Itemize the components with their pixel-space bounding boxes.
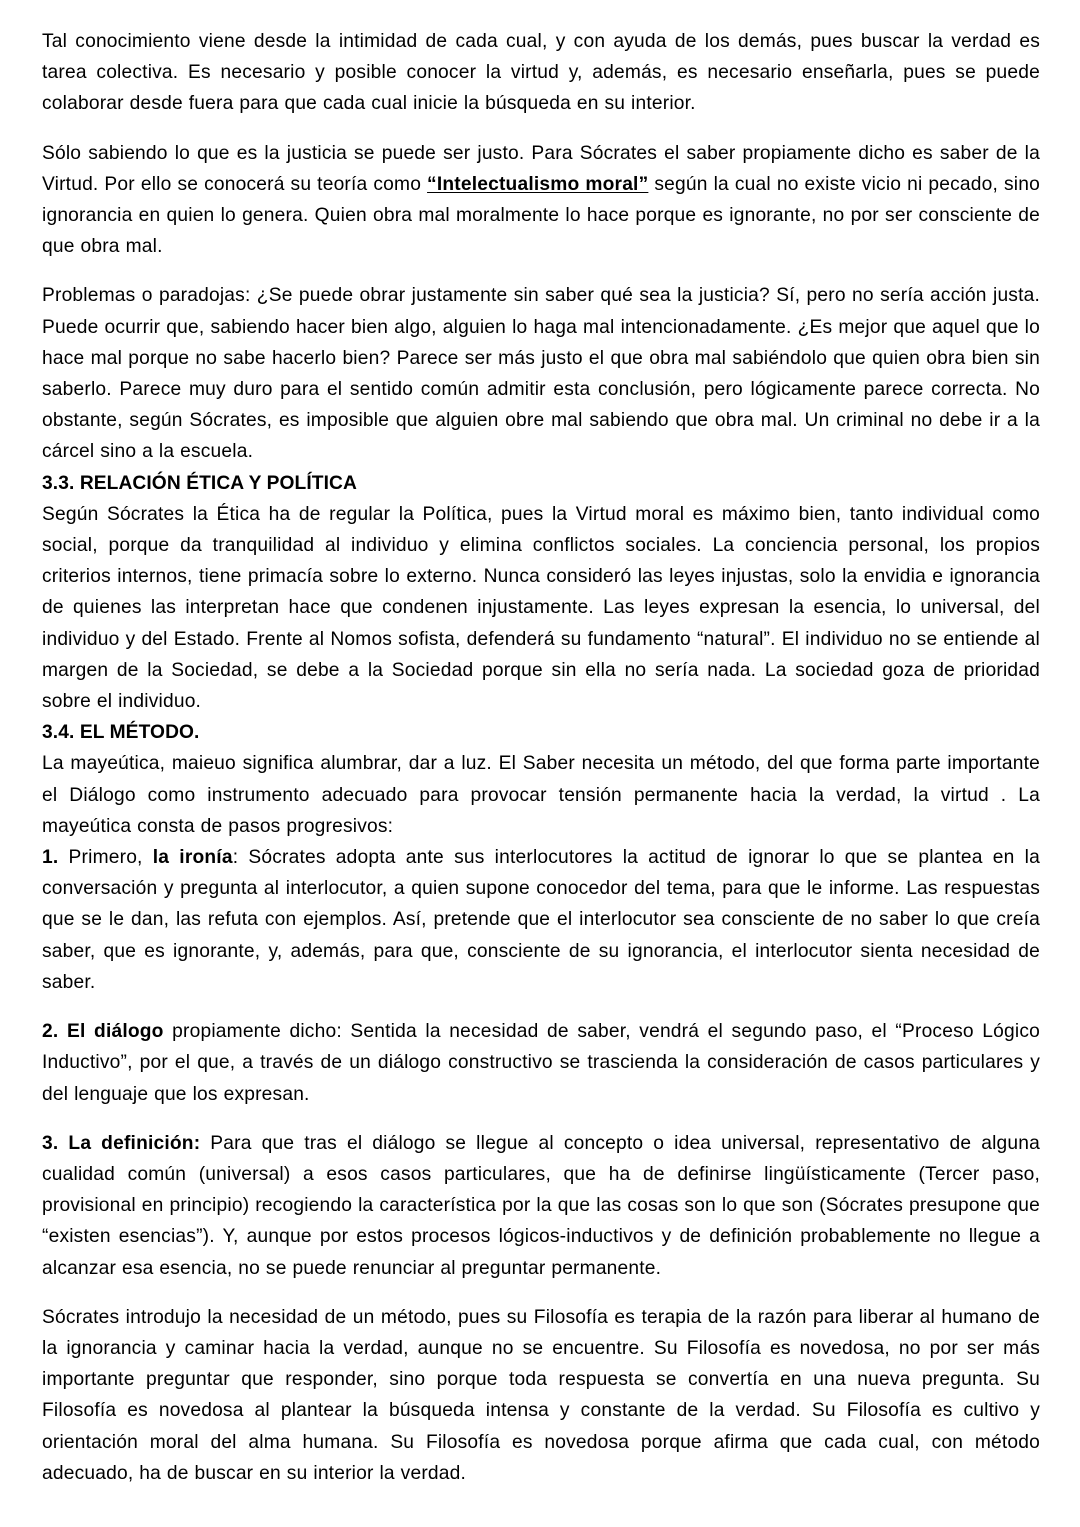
text-run-before xyxy=(58,1133,68,1154)
text-run-after: : Sócrates adopta ante sus interlocutores la actitud de ignorar lo que se plantea en la conversación y pregunta al interlocutor, a quien supone conocedor del tema, para que le informe. Las respuestas que se le dan, las refuta con ejemplos. Así, pretende que el interlocutor sea consciente de no saber lo que creía saber, que es ignorante, y, además, para que, consciente de su ignorancia, el interlocutor sienta necesidad de saber. xyxy=(42,847,1041,993)
text-run-before: Primero, xyxy=(58,847,153,869)
heading-3-3-relacion-etica-y-politica: 3.3. RELACIÓN ÉTICA Y POLÍTICA xyxy=(42,472,357,494)
paragraph-segun-socrates-etica: Según Sócrates la Ética ha de regular la Política, pues la Virtud moral es máximo bien, tanto individual como social, porque da tranquilidad al individuo y elimina conflictos sociales. La conciencia personal, los propios criterios internos, tiene primacía sobre lo externo. Nunca consideró las leyes injustas, solo la envidia e ignorancia de quienes las interpretan hace que condenen injustamente. Las leyes expresan la esencia, lo universal, del individuo y del Estado. Frente al Nomos sofista, defenderá su fundamento “natural”. El individuo no se entiende al margen de la Sociedad, se debe a la Sociedad porque sin ella no sería nada. La sociedad goza de prioridad sobre el individuo. xyxy=(42,503,1040,713)
emphasis-intelectualismo-moral: “Intelectualismo moral” xyxy=(427,173,649,195)
text-run-after: propiamente dicho: Sentida la necesidad de saber, vendrá el segundo paso, el “Proceso Lógico Inductivo”, por el que, a través de un diálogo constructivo se trascienda la consideración de casos particulares y del lenguaje que los expresan. xyxy=(42,1021,1040,1105)
text-run-before: Sólo sabiendo lo que es la justicia se puede ser justo. Para Sócrates el saber propiamente dicho es saber de la Virtud. Por ello se conocerá su teoría como xyxy=(42,142,1040,195)
emphasis-el-dialogo: El diálogo xyxy=(66,1021,164,1043)
paragraph-paso-3-la-definicion xyxy=(42,1128,1040,1284)
text-run-before xyxy=(58,1021,67,1042)
paragraph-problemas-paradojas: Problemas o paradojas: ¿Se puede obrar justamente sin saber qué sea la justicia? Sí, pero no sería acción justa. Puede ocurrir que, sabiendo hacer bien algo, alguien lo haga mal intencionadamente. ¿Es mejor que aquel que lo hace mal porque no sabe hacerlo bien? Parece ser más justo el que obra mal sabiéndolo que quien obra bien sin saberlo. Parece muy duro para el sentido común admitir esta conclusión, pero lógicamente parece correcta. No obstante, según Sócrates, es imposible que alguien obre mal sabiendo que obra mal. Un criminal no debe ir a la cárcel sino a la escuela. xyxy=(42,285,1040,463)
paragraph-la-mayeutica: La mayeútica, maieuo significa alumbrar, dar a luz. El Saber necesita un método, del que forma parte importante el Diálogo como instrumento adecuado para provocar tensión permanente hacia la verdad, la virtud . La mayeútica consta de pasos progresivos: xyxy=(42,753,1040,837)
text-run-after: Para que tras el diálogo se llegue al concepto o idea universal, representativo de alguna cualidad común (universal) a esos casos particulares, que ha de definirse lingüísticamente (Tercer paso, provisional en principio) recogiendo la característica por la que las cosas son lo que son (Sócrates presupone que “existen esencias”). Y, aunque por estos procesos lógicos-inductivos y de definición probablemente no llegue a alcanzar esa esencia, no se puede renunciar al preguntar permanente. xyxy=(42,1132,1040,1279)
text-run-after: según la cual no existe vicio ni pecado, sino ignorancia en quien lo genera. Quien obra mal moralmente lo hace porque es ignorante, no por ser consciente de que obra mal. xyxy=(42,173,1040,258)
emphasis-la-ironia: la ironía xyxy=(152,847,233,869)
list-number-3: 3. xyxy=(42,1132,59,1154)
emphasis-la-definicion: La definición: xyxy=(68,1132,201,1154)
paragraph-socrates-introdujo: Sócrates introdujo la necesidad de un método, pues su Filosofía es terapia de la razón para liberar al humano de la ignorancia y caminar hacia la verdad, aunque no se encuentre. Su Filosofía es novedosa, no por ser más importante preguntar que responder, sino porque toda respuesta se convertía en una nueva pregunta. Su Filosofía es novedosa al plantear la búsqueda intensa y constante de la verdad. Su Filosofía es cultivo y orientación moral del alma humana. Su Filosofía es novedosa porque afirma que cada cual, con método adecuado, ha de buscar en su interior la verdad. xyxy=(42,1306,1040,1484)
paragraph-paso-2-el-dialogo xyxy=(42,1016,1040,1110)
paragraph-solo-sabiendo xyxy=(42,138,1040,263)
heading-3-4-el-metodo: 3.4. EL MÉTODO. xyxy=(42,722,200,744)
paragraph-paso-1-la-ironia xyxy=(42,842,1040,998)
paragraph-tal-conocimiento: Tal conocimiento viene desde la intimidad de cada cual, y con ayuda de los demás, pues buscar la verdad es tarea colectiva. Es necesario y posible conocer la virtud y, además, es necesario enseñarla, pues se puede colaborar desde fuera para que cada cual inicie la búsqueda en su interior. xyxy=(42,31,1040,115)
list-number-1: 1. xyxy=(42,847,59,869)
list-number-2: 2. xyxy=(42,1021,59,1043)
document-body xyxy=(42,26,1040,1489)
